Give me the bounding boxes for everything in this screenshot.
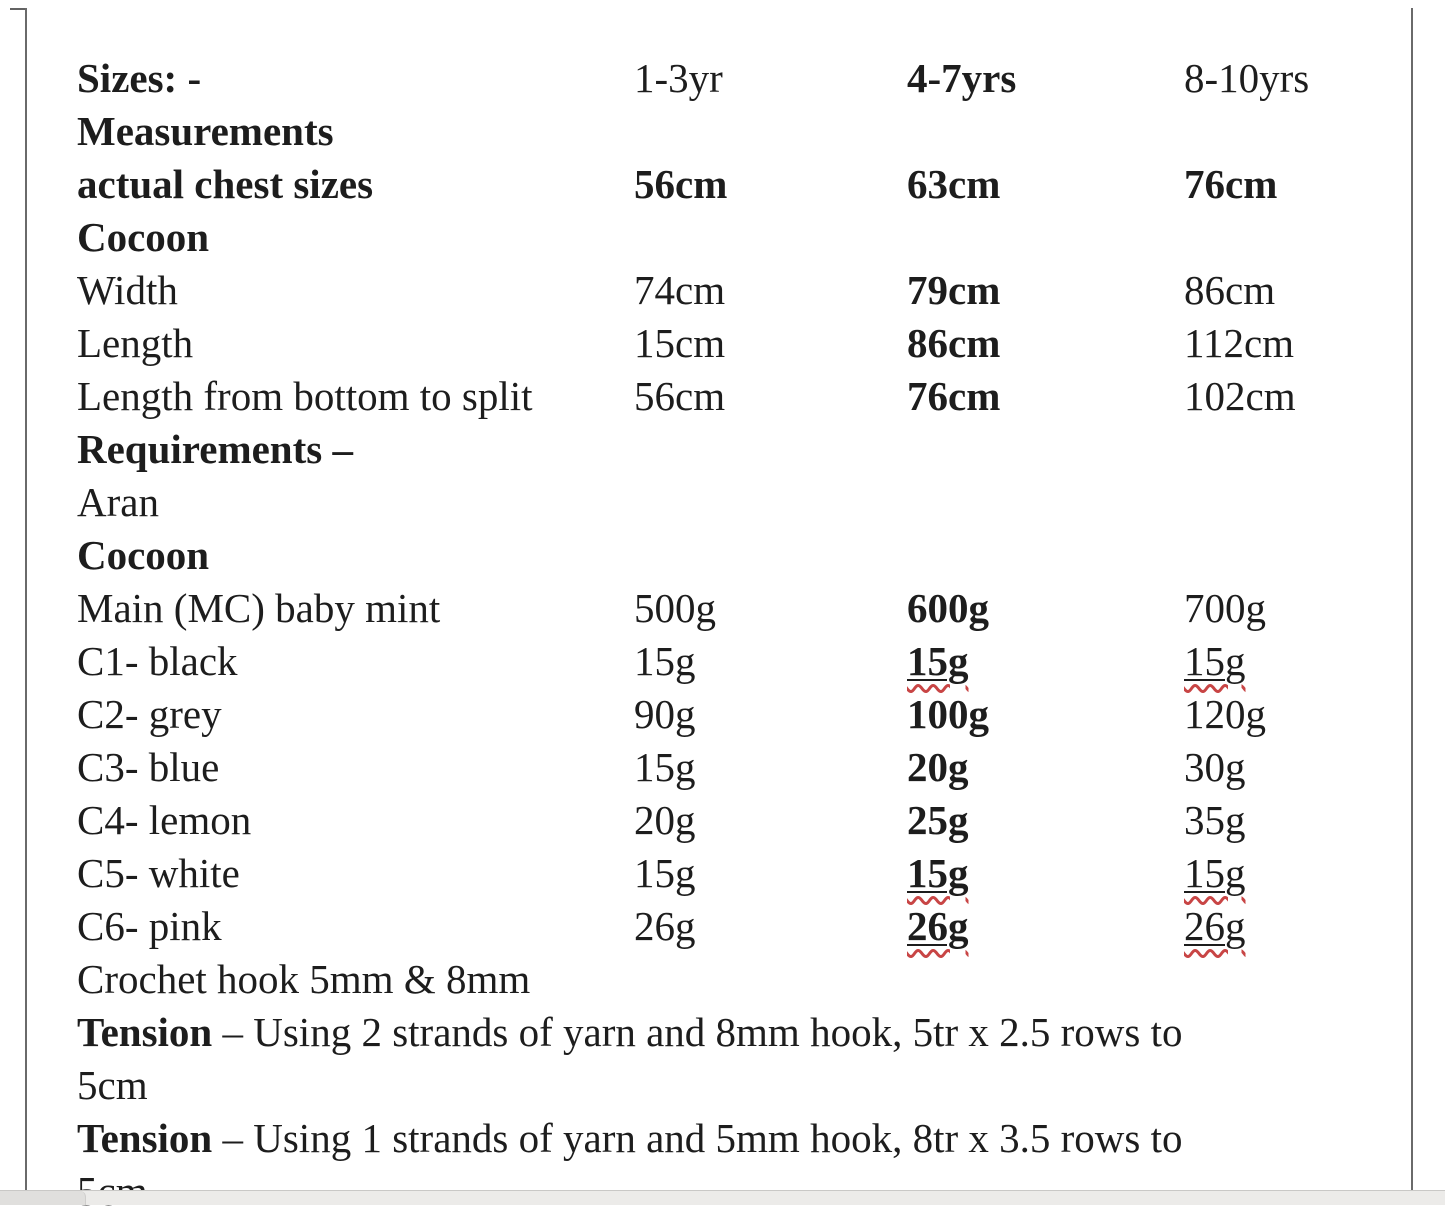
row-label: C1- black xyxy=(77,638,238,684)
row-value: 25g xyxy=(907,797,969,843)
underlined-value: 26g xyxy=(1184,903,1246,949)
spellcheck-squiggle xyxy=(907,638,969,684)
bottom-bar-left-segment xyxy=(0,1191,86,1205)
table-row xyxy=(77,264,1437,317)
table-row xyxy=(77,105,1437,158)
row-value: 74cm xyxy=(634,267,726,313)
underlined-value: 15g xyxy=(1184,850,1246,896)
row-label: C6- pink xyxy=(77,903,222,949)
row-label: Crochet hook 5mm & 8mm xyxy=(77,956,531,1002)
row-value xyxy=(1184,635,1437,688)
tension-paragraph-1 xyxy=(77,1006,1437,1112)
document-page xyxy=(25,8,1413,1192)
document-content xyxy=(77,52,1437,1218)
row-label: Requirements – xyxy=(77,426,353,472)
row-label: Aran xyxy=(77,479,159,525)
row-value: 600g xyxy=(907,585,989,631)
row-label: Cocoon xyxy=(77,214,210,260)
row-value: 79cm xyxy=(907,267,1001,313)
table-row xyxy=(77,741,1437,794)
row-label: C3- blue xyxy=(77,744,220,790)
tension-1-line-2: 5cm xyxy=(77,1062,148,1108)
tension-1-line-1 xyxy=(77,1006,1437,1059)
table-row xyxy=(77,423,1437,476)
row-value: 56cm xyxy=(634,373,726,419)
underlined-value: 15g xyxy=(907,638,969,684)
measurement-table xyxy=(77,52,1437,1006)
table-row xyxy=(77,317,1437,370)
row-label: C5- white xyxy=(77,850,240,896)
row-value: 4-7yrs xyxy=(907,55,1017,101)
row-value xyxy=(1184,900,1437,953)
table-row xyxy=(77,211,1437,264)
tension-1-keyword: Tension xyxy=(77,1009,213,1055)
row-value: 90g xyxy=(634,691,696,737)
row-value: 26g xyxy=(634,903,696,949)
row-value: 102cm xyxy=(1184,373,1296,419)
table-row xyxy=(77,953,1437,1006)
underlined-value: 15g xyxy=(1184,638,1246,684)
row-value: 500g xyxy=(634,585,716,631)
row-value: 100g xyxy=(907,691,989,737)
row-value: 56cm xyxy=(634,161,728,207)
spellcheck-squiggle xyxy=(907,903,969,949)
underlined-value: 15g xyxy=(907,850,969,896)
row-label: Width xyxy=(77,267,178,313)
row-value xyxy=(907,635,1184,688)
row-value: 1-3yr xyxy=(634,55,723,101)
row-value xyxy=(907,847,1184,900)
row-value: 20g xyxy=(907,744,969,790)
row-label: Length xyxy=(77,320,194,366)
spellcheck-squiggle xyxy=(907,850,969,896)
table-row xyxy=(77,370,1437,423)
table-row xyxy=(77,635,1437,688)
table-row xyxy=(77,476,1437,529)
row-value: 15g xyxy=(634,744,696,790)
row-value xyxy=(1184,847,1437,900)
row-value: 30g xyxy=(1184,744,1246,790)
row-value: 112cm xyxy=(1184,320,1295,366)
row-value: 15g xyxy=(634,638,696,684)
spellcheck-squiggle xyxy=(1184,638,1246,684)
table-row xyxy=(77,582,1437,635)
row-value xyxy=(907,900,1184,953)
table-row xyxy=(77,529,1437,582)
row-value: 63cm xyxy=(907,161,1001,207)
table-row xyxy=(77,900,1437,953)
row-label: Cocoon xyxy=(77,532,210,578)
tension-2-keyword: Tension xyxy=(77,1115,213,1161)
row-value: 15g xyxy=(634,850,696,896)
row-label: Length from bottom to split xyxy=(77,373,533,419)
row-label: Sizes: - xyxy=(77,55,202,101)
table-row xyxy=(77,794,1437,847)
row-value: 15cm xyxy=(634,320,726,366)
row-label: C2- grey xyxy=(77,691,222,737)
row-value: 20g xyxy=(634,797,696,843)
row-label: actual chest sizes xyxy=(77,161,374,207)
row-value: 86cm xyxy=(1184,267,1276,313)
table-row xyxy=(77,158,1437,211)
row-label: C4- lemon xyxy=(77,797,252,843)
row-value: 35g xyxy=(1184,797,1246,843)
spellcheck-squiggle xyxy=(1184,903,1246,949)
tension-2-text: – Using 1 strands of yarn and 5mm hook, 8tr x 3.5 rows to xyxy=(212,1115,1183,1161)
underlined-value: 26g xyxy=(907,903,969,949)
row-value: 76cm xyxy=(907,373,1001,419)
row-value: 120g xyxy=(1184,691,1266,737)
row-value: 700g xyxy=(1184,585,1266,631)
row-value: 76cm xyxy=(1184,161,1278,207)
table-row xyxy=(77,52,1437,105)
table-row xyxy=(77,847,1437,900)
row-value: 8-10yrs xyxy=(1184,55,1310,101)
bottom-bar xyxy=(0,1190,1445,1205)
table-row xyxy=(77,688,1437,741)
tension-2-line-1 xyxy=(77,1112,1437,1165)
row-label: Main (MC) baby mint xyxy=(77,585,441,631)
tension-1-text: – Using 2 strands of yarn and 8mm hook, 5tr x 2.5 rows to xyxy=(212,1009,1183,1055)
row-label: Measurements xyxy=(77,108,334,154)
spellcheck-squiggle xyxy=(1184,850,1246,896)
row-value: 86cm xyxy=(907,320,1001,366)
